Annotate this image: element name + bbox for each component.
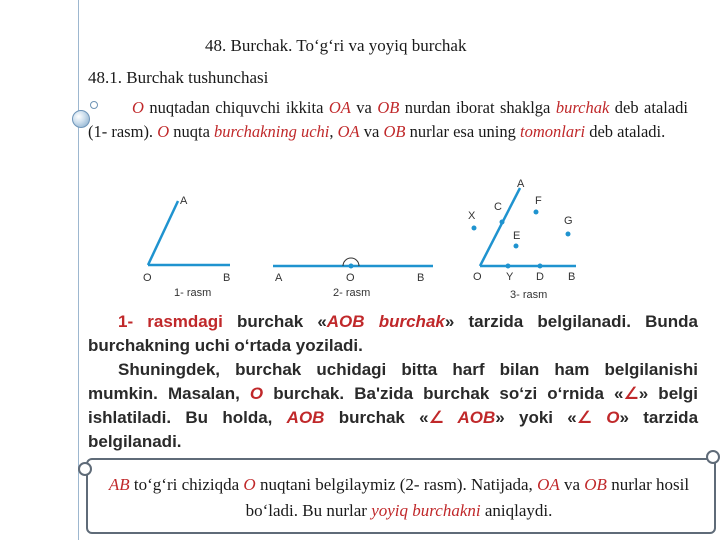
text-run: nuqta bbox=[169, 122, 215, 141]
definition-paragraph bbox=[88, 96, 688, 144]
caption-1: 1- rasm bbox=[174, 287, 212, 299]
point-x bbox=[472, 226, 477, 231]
box-scroll-curl-right bbox=[706, 450, 720, 464]
angle-o: ∠ O bbox=[576, 408, 620, 427]
text-run: aniqlaydi. bbox=[480, 501, 553, 520]
point-f bbox=[534, 210, 539, 215]
notation-paragraph bbox=[88, 310, 698, 454]
text-run: » tarzida belgilanadi. Bunda burchakning uchi o‘rtada yoziladi. bbox=[88, 312, 698, 355]
figure-3-points bbox=[458, 172, 598, 304]
text-o: O bbox=[132, 98, 144, 117]
label-b: B bbox=[223, 272, 231, 284]
text-run: » yoki « bbox=[495, 408, 577, 427]
point-e bbox=[514, 244, 519, 249]
label-a: A bbox=[180, 195, 188, 207]
text-o: O bbox=[243, 475, 256, 494]
label-y: Y bbox=[506, 271, 514, 283]
caption-2: 2- rasm bbox=[333, 287, 371, 299]
text-run: nurlar hosil bo‘ladi. Bu nurlar bbox=[245, 475, 690, 520]
label-a: A bbox=[517, 178, 525, 190]
term-tomonlari: tomonlari bbox=[520, 122, 586, 141]
point-y bbox=[506, 264, 511, 269]
text-run: va bbox=[559, 475, 585, 494]
label-o: O bbox=[346, 272, 355, 284]
point-c bbox=[500, 220, 505, 225]
label-a: A bbox=[275, 272, 283, 284]
text-run: deb ataladi. bbox=[585, 122, 666, 141]
text-oa: OA bbox=[537, 475, 560, 494]
label-o: O bbox=[143, 272, 152, 284]
text-run: deb ataladi (1- rasm). bbox=[88, 98, 689, 141]
box-scroll-curl-left bbox=[78, 462, 92, 476]
text-run: burchak « bbox=[222, 312, 327, 331]
label-x: X bbox=[468, 210, 476, 222]
ray-oa bbox=[480, 188, 520, 266]
label-g: G bbox=[564, 215, 573, 227]
text-run: Shuningdek, burchak uchidagi bitta harf bilan ham belgilanishi mumkin. Masalan, bbox=[88, 360, 698, 403]
text-ob: OB bbox=[584, 475, 607, 494]
term-aob-burchak: AOB burchak bbox=[326, 312, 445, 331]
text-oa: OA bbox=[337, 122, 360, 141]
term-burchak-uchi: burchakning uchi bbox=[214, 122, 330, 141]
text-run: nuqtadan chiquvchi ikkita bbox=[143, 98, 329, 117]
text-run: » belgi ishlatiladi. Bu holda, bbox=[88, 384, 698, 427]
text-run: burchak « bbox=[324, 408, 429, 427]
label-b: B bbox=[568, 271, 576, 283]
text-ab: AB bbox=[108, 475, 130, 494]
label-d: D bbox=[536, 271, 544, 283]
term-burchak: burchak bbox=[555, 98, 610, 117]
text-oa: OA bbox=[328, 98, 351, 117]
text-run: va bbox=[350, 98, 378, 117]
caption-3: 3- rasm bbox=[510, 289, 548, 301]
text-aob: AOB bbox=[286, 408, 325, 427]
ray-oa bbox=[148, 201, 178, 265]
label-b: B bbox=[417, 272, 425, 284]
figure-2-straight-angle bbox=[265, 240, 445, 302]
text-ob: OB bbox=[377, 98, 400, 117]
left-margin-line bbox=[78, 0, 79, 540]
text-o: O bbox=[157, 122, 170, 141]
text-o: O bbox=[249, 384, 264, 403]
figure-1-angle bbox=[130, 185, 250, 305]
text-run: burchak. Ba'zida burchak so‘zi o‘rnida « bbox=[263, 384, 624, 403]
text-run: va bbox=[359, 122, 384, 141]
term-yoyiq-burchak: yoyiq burchakni bbox=[371, 501, 481, 520]
point-g bbox=[566, 232, 571, 237]
text-run: nurdan iborat shaklga bbox=[399, 98, 556, 117]
text-run: » tarzida belgilanadi. bbox=[88, 408, 699, 451]
text-ob: OB bbox=[383, 122, 406, 141]
label-e: E bbox=[513, 230, 521, 242]
text-run: nuqtani belgilaymiz (2- rasm). Natijada, bbox=[255, 475, 538, 494]
point-o bbox=[349, 264, 354, 269]
section-subtitle: 48.1. Burchak tushunchasi bbox=[88, 68, 269, 87]
label-o: O bbox=[473, 271, 482, 283]
label-c: C bbox=[494, 201, 502, 213]
angle-aob: ∠ AOB bbox=[428, 408, 496, 427]
angle-symbol: ∠ bbox=[623, 384, 639, 403]
highlight-box-text bbox=[92, 472, 706, 524]
point-d bbox=[538, 264, 543, 269]
label-f: F bbox=[535, 195, 542, 207]
text-run: 1- rasmdagi bbox=[118, 312, 223, 331]
text-run: nurlar esa uning bbox=[405, 122, 520, 141]
text-run: , bbox=[329, 122, 338, 141]
page-title: 48. Burchak. To‘g‘ri va yoyiq burchak bbox=[205, 36, 467, 55]
text-run: to‘g‘ri chiziqda bbox=[129, 475, 244, 494]
